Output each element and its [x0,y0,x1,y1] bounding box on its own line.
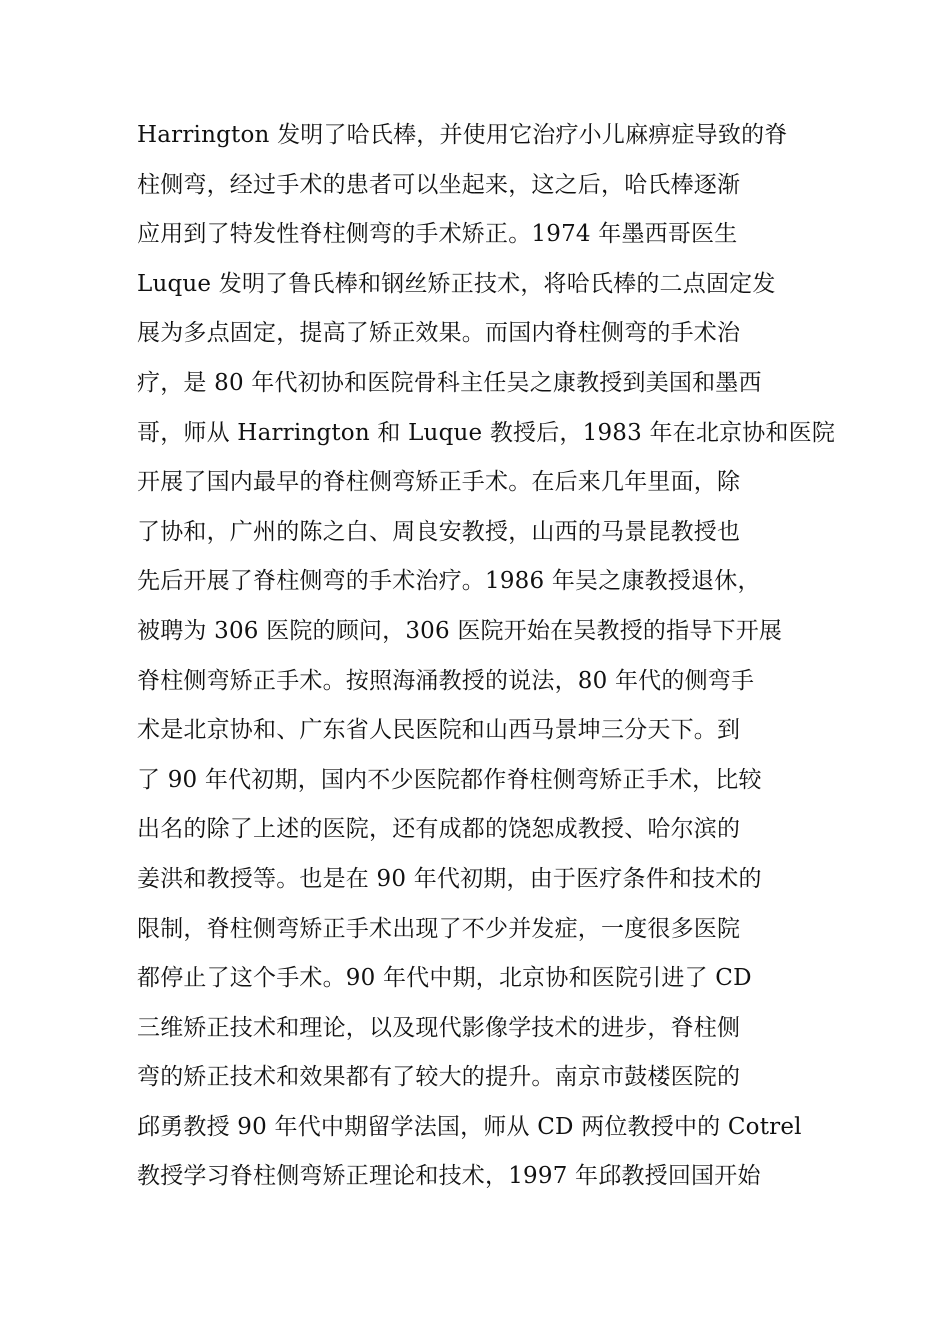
text-line: 被聘为 306 医院的顾问，306 医院开始在吴教授的指导下开展 [137,617,783,644]
text-line: 教授学习脊柱侧弯矫正理论和技术，1997 年邱教授回国开始 [137,1163,761,1190]
text-line: 了 90 年代初期，国内不少医院都作脊柱侧弯矫正手术，比较 [137,766,762,793]
text-line: 展为多点固定，提高了矫正效果。而国内脊柱侧弯的手术治 [137,320,741,347]
text-line: 三维矫正技术和理论，以及现代影像学技术的进步，脊柱侧 [137,1014,741,1041]
text-line: 了协和，广州的陈之白、周良安教授，山西的马景昆教授也 [137,518,741,545]
text-line: Luque 发明了鲁氏棒和钢丝矫正技术，将哈氏棒的二点固定发 [137,270,776,297]
text-line: 姜洪和教授等。也是在 90 年代初期，由于医疗条件和技术的 [137,865,762,892]
text-line: 都停止了这个手术。90 年代中期，北京协和医院引进了 CD [137,965,752,992]
text-line: 限制，脊柱侧弯矫正手术出现了不少并发症，一度很多医院 [137,915,741,942]
text-line: 邱勇教授 90 年代中期留学法国，师从 CD 两位教授中的 Cotrel [137,1113,802,1140]
text-line: 脊柱侧弯矫正手术。按照海涌教授的说法，80 年代的侧弯手 [137,667,755,694]
text-line: 疗，是 80 年代初协和医院骨科主任吴之康教授到美国和墨西 [137,369,762,396]
text-line: 应用到了特发性脊柱侧弯的手术矫正。1974 年墨西哥医生 [137,221,738,248]
text-line: 柱侧弯，经过手术的患者可以坐起来，这之后，哈氏棒逐渐 [137,171,741,198]
text-line: 弯的矫正技术和效果都有了较大的提升。南京市鼓楼医院的 [137,1064,741,1091]
text-line: 哥，师从 Harrington 和 Luque 教授后，1983 年在北京协和医院 [137,419,836,446]
body-paragraph [137,111,837,1202]
text-line: 术是北京协和、广东省人民医院和山西马景坤三分天下。到 [137,717,741,744]
text-line: 先后开展了脊柱侧弯的手术治疗。1986 年吴之康教授退休， [137,568,761,595]
text-line: 出名的除了上述的医院，还有成都的饶恕成教授、哈尔滨的 [137,816,741,843]
text-line: 开展了国内最早的脊柱侧弯矫正手术。在后来几年里面，除 [137,469,741,496]
text-line: Harrington 发明了哈氏棒，并使用它治疗小儿麻痹症导致的脊 [137,122,788,148]
